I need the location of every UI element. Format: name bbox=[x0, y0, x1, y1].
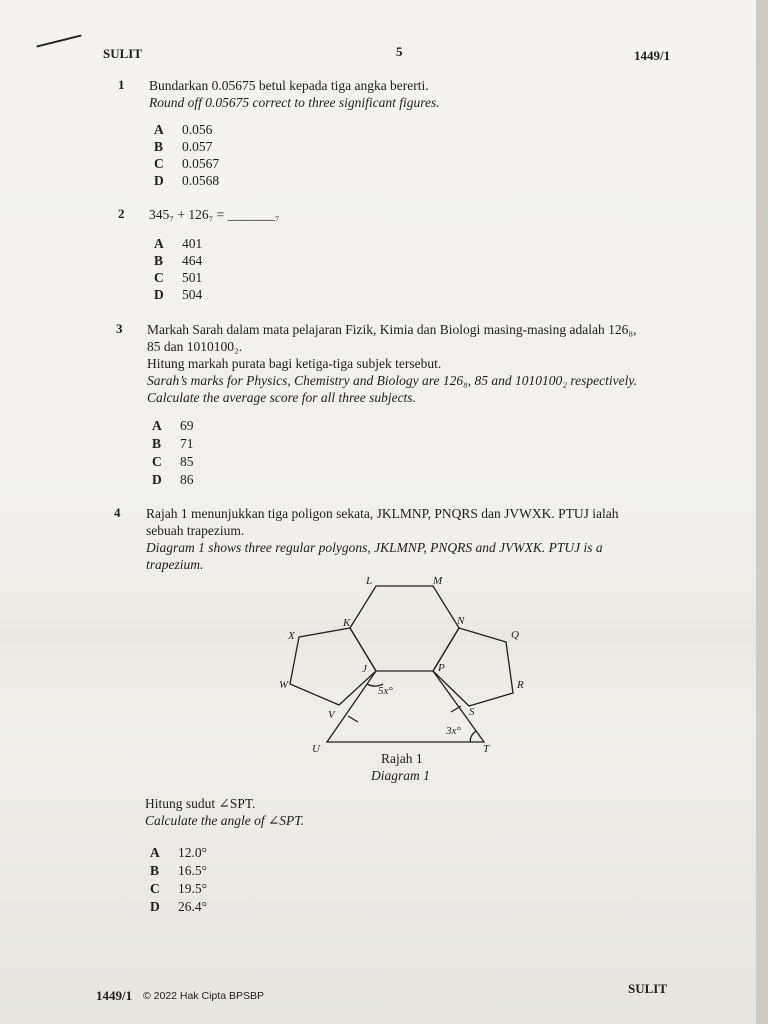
question-2-number: 2 bbox=[118, 206, 125, 221]
diagram-caption-en: Diagram 1 bbox=[371, 768, 430, 783]
option-letter: B bbox=[152, 436, 162, 451]
option-letter: B bbox=[154, 139, 164, 154]
question-2-option-d[interactable] bbox=[154, 286, 202, 303]
question-3-text-ms-1: Markah Sarah dalam mata pelajaran Fizik, Kimia dan Biologi masing-masing adalah 126₈, bbox=[147, 322, 637, 337]
question-3-option-b[interactable] bbox=[152, 435, 194, 452]
option-value: 401 bbox=[182, 236, 203, 251]
question-4-text-en-1: Diagram 1 shows three regular polygons, JKLMNP, PNQRS and JVWXK. PTUJ is a bbox=[146, 540, 603, 555]
question-3-option-d[interactable] bbox=[152, 471, 194, 488]
label-m: M bbox=[433, 575, 443, 587]
option-value: 501 bbox=[182, 270, 203, 285]
label-q: Q bbox=[511, 629, 519, 641]
angle-arc-t bbox=[470, 731, 476, 742]
label-r: R bbox=[517, 679, 524, 691]
question-4-option-d[interactable] bbox=[150, 898, 207, 915]
question-1-option-c[interactable] bbox=[154, 155, 219, 172]
label-w: W bbox=[279, 679, 289, 691]
question-1-option-a[interactable] bbox=[154, 121, 212, 138]
option-letter: C bbox=[154, 156, 164, 171]
question-4-option-b[interactable] bbox=[150, 862, 207, 879]
option-value: 0.0567 bbox=[182, 156, 220, 171]
option-letter: C bbox=[152, 454, 162, 469]
pentagon-pnqrs bbox=[433, 628, 513, 706]
option-value: 12.0° bbox=[178, 845, 208, 860]
option-letter: A bbox=[154, 122, 164, 137]
option-value: 0.057 bbox=[182, 139, 213, 154]
footer-copyright: © 2022 Hak Cipta BPSBP bbox=[143, 990, 264, 1002]
question-4-option-c[interactable] bbox=[150, 880, 207, 897]
angle-label-t: 3x° bbox=[446, 725, 461, 737]
option-value: 69 bbox=[180, 418, 194, 433]
label-j: J bbox=[362, 663, 367, 675]
option-value: 464 bbox=[182, 253, 203, 268]
question-4-text-ms-2: sebuah trapezium. bbox=[146, 523, 245, 538]
option-letter: B bbox=[150, 863, 160, 878]
label-k: K bbox=[343, 617, 351, 629]
option-value: 86 bbox=[180, 472, 194, 487]
question-4-number: 4 bbox=[114, 505, 121, 520]
question-1-text-en: Round off 0.05675 correct to three significant figures. bbox=[149, 95, 440, 110]
page-edge bbox=[756, 0, 768, 1024]
question-1-text-ms: Bundarkan 0.05675 betul kepada tiga angka bererti. bbox=[149, 78, 429, 93]
option-value: 85 bbox=[180, 454, 194, 469]
question-3-number: 3 bbox=[116, 321, 123, 336]
question-3-text-en-1: Sarah’s marks for Physics, Chemistry and Biology are 126₈, 85 and 1010100₂ respectively. bbox=[147, 373, 637, 388]
option-letter: B bbox=[154, 253, 164, 268]
label-n: N bbox=[457, 615, 465, 627]
option-letter: D bbox=[150, 899, 160, 914]
question-4-prompt-ms: Hitung sudut ∠SPT. bbox=[145, 796, 256, 811]
question-2-option-a[interactable] bbox=[154, 235, 202, 252]
footer-sulit: SULIT bbox=[628, 981, 668, 996]
option-value: 0.0568 bbox=[182, 173, 220, 188]
option-letter: A bbox=[154, 236, 164, 251]
question-3-option-c[interactable] bbox=[152, 453, 194, 470]
question-2-option-b[interactable] bbox=[154, 252, 202, 269]
label-s: S bbox=[469, 706, 475, 718]
footer-code: 1449/1 bbox=[96, 988, 133, 1003]
option-letter: C bbox=[150, 881, 160, 896]
option-letter: C bbox=[154, 270, 164, 285]
label-l: L bbox=[366, 575, 373, 587]
label-x: X bbox=[288, 630, 295, 642]
option-value: 0.056 bbox=[182, 122, 213, 137]
option-value: 16.5° bbox=[178, 863, 208, 878]
option-value: 504 bbox=[182, 287, 203, 302]
question-3-text-en-2: Calculate the average score for all three subjects. bbox=[147, 390, 416, 405]
option-letter: A bbox=[152, 418, 162, 433]
question-3-text-ms-3: Hitung markah purata bagi ketiga-tiga subjek tersebut. bbox=[147, 356, 442, 371]
question-3-text-ms-2: 85 dan 1010100₂. bbox=[147, 339, 243, 354]
question-4-text-en-2: trapezium. bbox=[146, 557, 204, 572]
question-1-number: 1 bbox=[118, 77, 125, 92]
header-sulit: SULIT bbox=[103, 46, 143, 61]
question-4-text-ms-1: Rajah 1 menunjukkan tiga poligon sekata, JKLMNP, PNQRS dan JVWXK. PTUJ ialah bbox=[146, 506, 619, 521]
pen-mark bbox=[36, 34, 81, 47]
question-1-option-d[interactable] bbox=[154, 172, 219, 189]
question-2-option-c[interactable] bbox=[154, 269, 202, 286]
option-value: 26.4° bbox=[178, 899, 208, 914]
hexagon-jklmnp bbox=[350, 586, 459, 671]
question-2-expression: 345₇ + 126₇ = _______₇ bbox=[149, 207, 280, 222]
question-4-prompt-en: Calculate the angle of ∠SPT. bbox=[145, 813, 305, 828]
option-letter: D bbox=[154, 287, 164, 302]
label-u: U bbox=[312, 743, 320, 755]
tick-jv bbox=[348, 716, 358, 722]
option-letter: D bbox=[154, 173, 164, 188]
question-1-option-b[interactable] bbox=[154, 138, 212, 155]
question-4-option-a[interactable] bbox=[150, 844, 207, 861]
option-value: 19.5° bbox=[178, 881, 208, 896]
question-3-option-a[interactable] bbox=[152, 417, 194, 434]
option-value: 71 bbox=[180, 436, 194, 451]
label-v: V bbox=[328, 709, 335, 721]
option-letter: A bbox=[150, 845, 160, 860]
page-number: 5 bbox=[396, 44, 403, 59]
diagram-caption-ms: Rajah 1 bbox=[381, 751, 423, 766]
angle-label-j: 5x° bbox=[378, 685, 393, 697]
label-p: P bbox=[438, 662, 445, 674]
option-letter: D bbox=[152, 472, 162, 487]
header-code: 1449/1 bbox=[634, 48, 671, 63]
label-t: T bbox=[483, 743, 490, 755]
